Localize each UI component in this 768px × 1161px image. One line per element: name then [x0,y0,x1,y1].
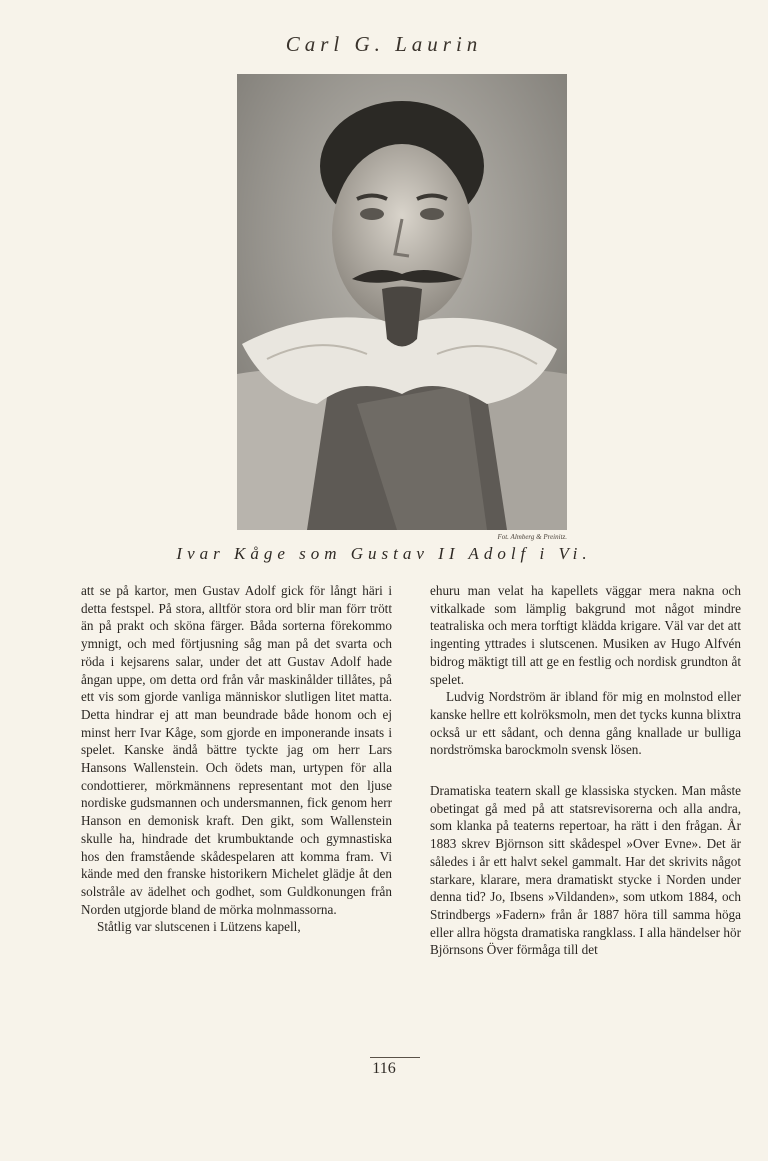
photo-caption: Ivar Kåge som Gustav II Adolf i Vi. [176,544,592,563]
right-paragraph-3: Dramatiska teatern skall ge klassiska stycken. Man måste obetingat gå med på att statsrevisorerna och alla andra, som klanka på teaterns repertoar, ha rätt i den frågan. År 1883 skrev Björnson sitt skådespel »Over Evne». Det är således i år ett halvt sekel gammalt. Har det skrivits något starkare, klarare, mera dramatiskt stycke i Norden under denna tid? Jo, Ibsens »Vildanden», som utkom 1884, och Strindbergs »Fadern» från år 1887 höra till samma höga eller allra högsta dramatiska rangklass. I alla händelser hör Björnsons Över förmåga till det [430,783,741,958]
portrait-photo [237,74,567,530]
page-number: 116 [372,1060,396,1077]
left-paragraph-2: Ståtlig var slutscenen i Lützens kapell, [97,919,301,935]
left-column [81,582,392,936]
right-paragraph-1: ehuru man velat ha kapellets väggar mera nakna och vitkalkade som lämplig bakgrund mot något mindre teatraliska och mera torftigt klädda krigare. Väl var det att ingenting yttrades i slutscenen. Musiken av Hugo Alfvén bidrog mäktigt till att ge en festlig och nordisk grundton åt spelet. [430,583,741,687]
right-paragraph-2: Ludvig Nordström är ibland för mig en molnstod eller kanske hellre ett kolröksmoln, men det tycks kunna blixtra också ur ett sådant, och denna gång knallade ur bulliga nordströmska barockmoln svensk lösen. [430,689,741,758]
left-paragraph-1: att se på kartor, men Gustav Adolf gick för långt häri i detta festspel. På stora, alltför stora ord blir man förr trött än på prakt och sköna färger. Båda sorterna förekommo ymnigt, och med förtjusning såg man på det svarta och röda i kejsarens salar, under det att Gustav Adolf hade ångan uppe, om detta ord från vår maskinålder tillåtes, på ett vis som gjorde vanliga människor slutligen litet matta. Detta hindrar ej att man beundrade både honom och ej minst herr Ivar Kåge, som gjorde en imponerande insats i spelet. Kanske ändå bättre tyckte jag om herr Lars Hansons Wallenstein. Och ödets man, urtypen för alla condottierer, mörkmännens representant mot den ljuse nordiske gudsmannen och undersmannen, fick genom herr Hanson en demonisk kraft. Den gikt, som Wallenstein skulle ha, hindrade det krumbuktande och gymnastiska hos den framstående skådespelaren att komma fram. Vi kände med den franske historikern Michelet glädje åt den solstråle av ädelhet och godhet, som Guldkonungen från Norden utgjorde bland de mörka molnmassorna. [81,583,392,917]
folio-rule [370,1057,420,1058]
right-column [430,582,741,959]
photo-credit: Fot. Almberg & Preinitz. [497,533,567,541]
running-head: Carl G. Laurin [285,32,483,56]
